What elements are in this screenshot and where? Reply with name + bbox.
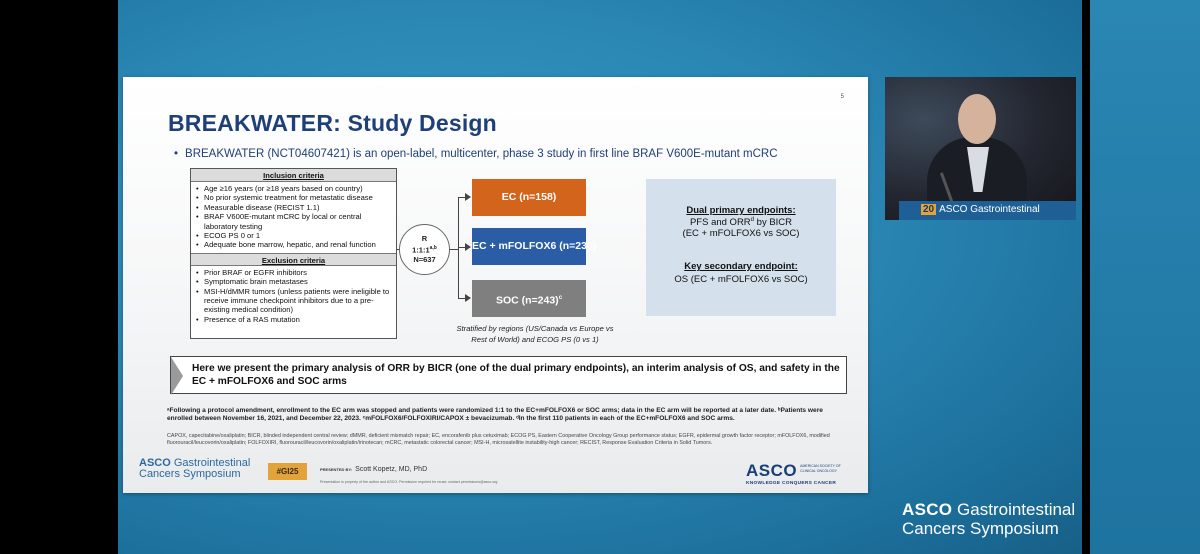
inclusion-header: Inclusion criteria bbox=[191, 169, 396, 182]
arrow-icon bbox=[465, 294, 471, 302]
presentation-slide bbox=[123, 77, 868, 493]
study-bullet-text: BREAKWATER (NCT04607421) is an open-label, multicenter, phase 3 study in first line BRAF V600E-mutant mCRC bbox=[185, 148, 778, 160]
bullet-icon: • bbox=[174, 148, 179, 160]
randomization-ratio: 1:1:1$^{a,b}$ bbox=[412, 244, 437, 254]
randomization-circle bbox=[399, 224, 450, 275]
callout-arrow-icon bbox=[171, 357, 183, 395]
hashtag-badge: #GI25 bbox=[268, 463, 307, 480]
right-gap bbox=[1082, 0, 1090, 554]
connector-line bbox=[458, 197, 459, 299]
slide-title: BREAKWATER: Study Design bbox=[168, 110, 497, 136]
speaker-video bbox=[885, 77, 1076, 220]
exclusion-list bbox=[191, 266, 396, 327]
endpoints-panel bbox=[646, 179, 836, 316]
randomization-n: N=637 bbox=[413, 254, 436, 264]
arm-ec: EC (n=158) bbox=[472, 179, 586, 216]
inclusion-list bbox=[191, 182, 396, 253]
inclusion-item: • Measurable disease (RECIST 1.1) bbox=[195, 203, 392, 212]
inclusion-item: • No prior systemic treatment for metastatic disease bbox=[195, 193, 392, 202]
primary-endpoints-text: PFS and ORR$^d$ by BICR bbox=[689, 217, 793, 229]
study-bullet bbox=[174, 148, 778, 160]
footnotes: ᵃFollowing a protocol amendment, enrollment to the EC arm was stopped and patients were randomized 1:1 to the EC+mFOLFOX6 or SOC arms; data in the EC arm will be reported at a later date. ᵇPatients were enrolled between November 16, 2021, and December 22, 2023. ᶜmFOLFOX6/FOLFOXIRI/CAPOX ± bevacizumab. ᵈIn the first 110 patients in each of the EC+mFOLFOX6 and SOC arms. bbox=[167, 407, 823, 423]
podium-label: 20 ASCO Gastrointestinal bbox=[923, 204, 1040, 215]
slide-page-number: 5 bbox=[840, 94, 844, 100]
secondary-endpoint-text: OS (EC + mFOLFOX6 vs SOC) bbox=[674, 274, 808, 286]
randomization-label: R bbox=[421, 234, 428, 243]
left-letterbox bbox=[0, 0, 118, 554]
callout-text: Here we present the primary analysis of ORR by BICR (one of the dual primary endpoints), an interim analysis of OS, and safety in the EC + mFOLFOX6 and SOC arms bbox=[192, 363, 840, 387]
exclusion-item: • Prior BRAF or EGFR inhibitors bbox=[195, 268, 392, 277]
secondary-endpoint-header: Key secondary endpoint: bbox=[684, 261, 798, 273]
disclaimer: Presentation is property of the author and ASCO. Permission required for reuse; contact permissions@asco.org bbox=[320, 480, 498, 484]
exclusion-item: • Symptomatic brain metastases bbox=[195, 277, 392, 286]
asco-tagline: KNOWLEDGE CONQUERS CANCER bbox=[746, 481, 837, 486]
exclusion-item: • Presence of a RAS mutation bbox=[195, 315, 392, 324]
inclusion-item: • Age ≥16 years (or ≥18 years based on country) bbox=[195, 184, 392, 193]
inclusion-item: • BRAF V600E-mutant mCRC by local or central laboratory testing bbox=[195, 212, 392, 231]
primary-endpoints-comparison: (EC + mFOLFOX6 vs SOC) bbox=[682, 228, 800, 240]
eligibility-criteria-box bbox=[190, 168, 397, 339]
presenter-name: Scott Kopetz, MD, PhD bbox=[355, 466, 428, 473]
slide-footer bbox=[123, 458, 868, 493]
callout-box bbox=[170, 356, 847, 394]
abbreviations: CAPOX, capecitabine/oxaliplatin; BICR, blinded independent central review; dMMR, deficient mismatch repair; EC, encorafenib plus cetuximab; ECOG PS, Eastern Cooperative Oncology Group performance status; EGFR, epidermal growth factor receptor; mFOLFOX6, modified fluorouracil/leucovorin/oxaliplatin; FOLFOXIRI, fluorouracil/leucovorin/oxaliplatin/irinotecan; mCRC, metastatic colorectal cancer; MSI-H, microsatellite instability-high cancer; RECIST, Response Evaluation Criteria in Solid Tumors. bbox=[167, 433, 830, 447]
right-background bbox=[1090, 0, 1200, 554]
arrow-icon bbox=[465, 193, 471, 201]
asco-gi-logo: ASCO Gastrointestinal Cancers Symposium bbox=[139, 457, 251, 480]
exclusion-header: Exclusion criteria bbox=[191, 253, 396, 266]
connector-line bbox=[450, 249, 458, 250]
corner-asco-gi-logo: ASCO Gastrointestinal Cancers Symposium bbox=[902, 500, 1076, 538]
stratification-note: Stratified by regions (US/Canada vs Europe vs Rest of World) and ECOG PS (0 vs 1) bbox=[456, 324, 614, 344]
arm-ec-mfolfox6: EC + mFOLFOX6 (n=236) bbox=[472, 228, 586, 265]
presenter-line: PRESENTED BY: Scott Kopetz, MD, PhD bbox=[320, 466, 428, 473]
exclusion-item: • MSI-H/dMMR tumors (unless patients were ineligible to receive immune checkpoint inhibitors due to a pre-existing medical condition) bbox=[195, 287, 392, 315]
arrow-icon bbox=[465, 243, 471, 251]
inclusion-item: • Adequate bone marrow, hepatic, and renal function bbox=[195, 240, 392, 249]
primary-endpoints-header: Dual primary endpoints: bbox=[686, 205, 796, 216]
inclusion-item: • ECOG PS 0 or 1 bbox=[195, 231, 392, 240]
arm-soc: SOC (n=243)$^c$ bbox=[472, 280, 586, 317]
asco-logo: ASCO AMERICAN SOCIETY OF CLINICAL ONCOLOGY KNOWLEDGE CONQUERS CANCER bbox=[746, 461, 856, 486]
speaker-head bbox=[958, 94, 996, 144]
